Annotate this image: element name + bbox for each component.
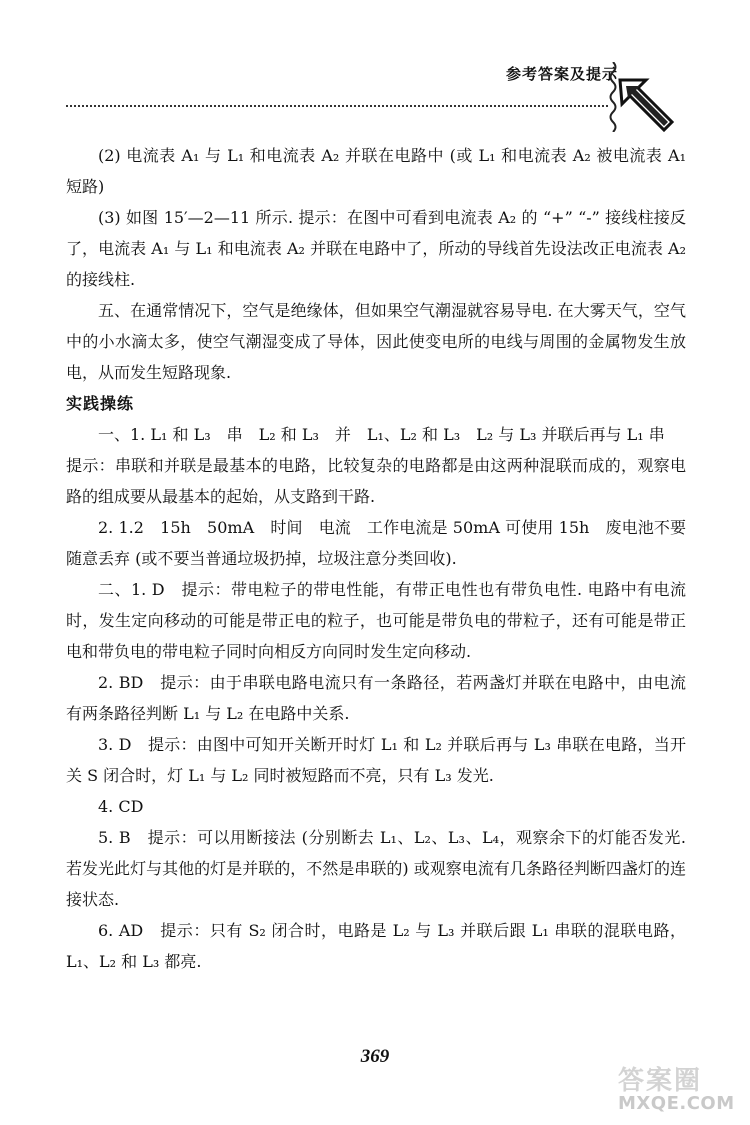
paragraph: 提示：串联和并联是最基本的电路，比较复杂的电路都是由这两种混联而成的，观察电路的组成要从最基本的起始，从支路到干路. (66, 456, 686, 506)
paragraph: 2. BD 提示：由于串联电路电流只有一条路径，若两盏灯并联在电路中，由电流有两条路径判断 L₁ 与 L₂ 在电路中关系. (66, 673, 686, 723)
watermark-url: MXQE.COM (618, 1093, 735, 1114)
watermark (618, 1060, 735, 1114)
paragraph: 6. AD 提示：只有 S₂ 闭合时，电路是 L₂ 与 L₃ 并联后跟 L₁ 串联的混联电路，L₁、L₂ 和 L₃ 都亮. (66, 921, 686, 971)
paragraph: (3) 如图 15′—2—11 所示. 提示：在图中可看到电流表 A₂ 的 “+” “-” 接线柱接反了，电流表 A₁ 与 L₁ 和电流表 A₂ 并联在电路中了，所动的导线首先设法改正电流表 A₂ 的接线柱. (66, 208, 686, 289)
page-number: 369 (360, 1046, 390, 1067)
watermark-logo: 答案圈 (618, 1066, 703, 1096)
paragraph: 二、1. D 提示：带电粒子的带电性能，有带正电性也有带负电性. 电路中有电流时，发生定向移动的可能是带正电的粒子，也可能是带负电的带粒子，还有可能是带正电和带负电的带电粒子同时向相反方向同时发生定向移动. (66, 580, 686, 661)
header-dotted-rule (66, 105, 608, 107)
header-title: 参考答案及提示 (505, 65, 618, 83)
paragraph: 一、1. L₁ 和 L₃ 串 L₂ 和 L₃ 并 L₁、L₂ 和 L₃ L₂ 与 L₃ 并联后再与 L₁ 串 (98, 425, 665, 444)
paragraph: (2) 电流表 A₁ 与 L₁ 和电流表 A₂ 并联在电路中 (或 L₁ 和电流表 A₂ 被电流表 A₁ 短路) (66, 146, 686, 196)
answer-content (66, 140, 686, 977)
paragraph: 4. CD (98, 797, 144, 816)
paragraph: 3. D 提示：由图中可知开关断开时灯 L₁ 和 L₂ 并联后再与 L₃ 串联在电路，当开关 S 闭合时，灯 L₁ 与 L₂ 同时被短路而不亮，只有 L₃ 发光. (66, 735, 686, 785)
arrow-icon (616, 74, 676, 134)
paragraph: 2. 1.2 15h 50mA 时间 电流 工作电流是 50mA 可使用 15h 废电池不要随意丢弃 (或不要当普通垃圾扔掉，垃圾注意分类回收). (66, 518, 686, 568)
paragraph: 五、在通常情况下，空气是绝缘体，但如果空气潮湿就容易导电. 在大雾天气，空气中的小水滴太多，使空气潮湿变成了导体，因此使变电所的电线与周围的金属物发生放电，从而发生短路现象. (66, 301, 686, 382)
paragraph: 5. B 提示：可以用断接法 (分别断去 L₁、L₂、L₃、L₄，观察余下的灯能否发光. 若发光此灯与其他的灯是并联的，不然是串联的) 或观察电流有几条路径判断四盏灯的连接状态. (66, 828, 686, 909)
section-title: 实践操练 (66, 394, 135, 413)
